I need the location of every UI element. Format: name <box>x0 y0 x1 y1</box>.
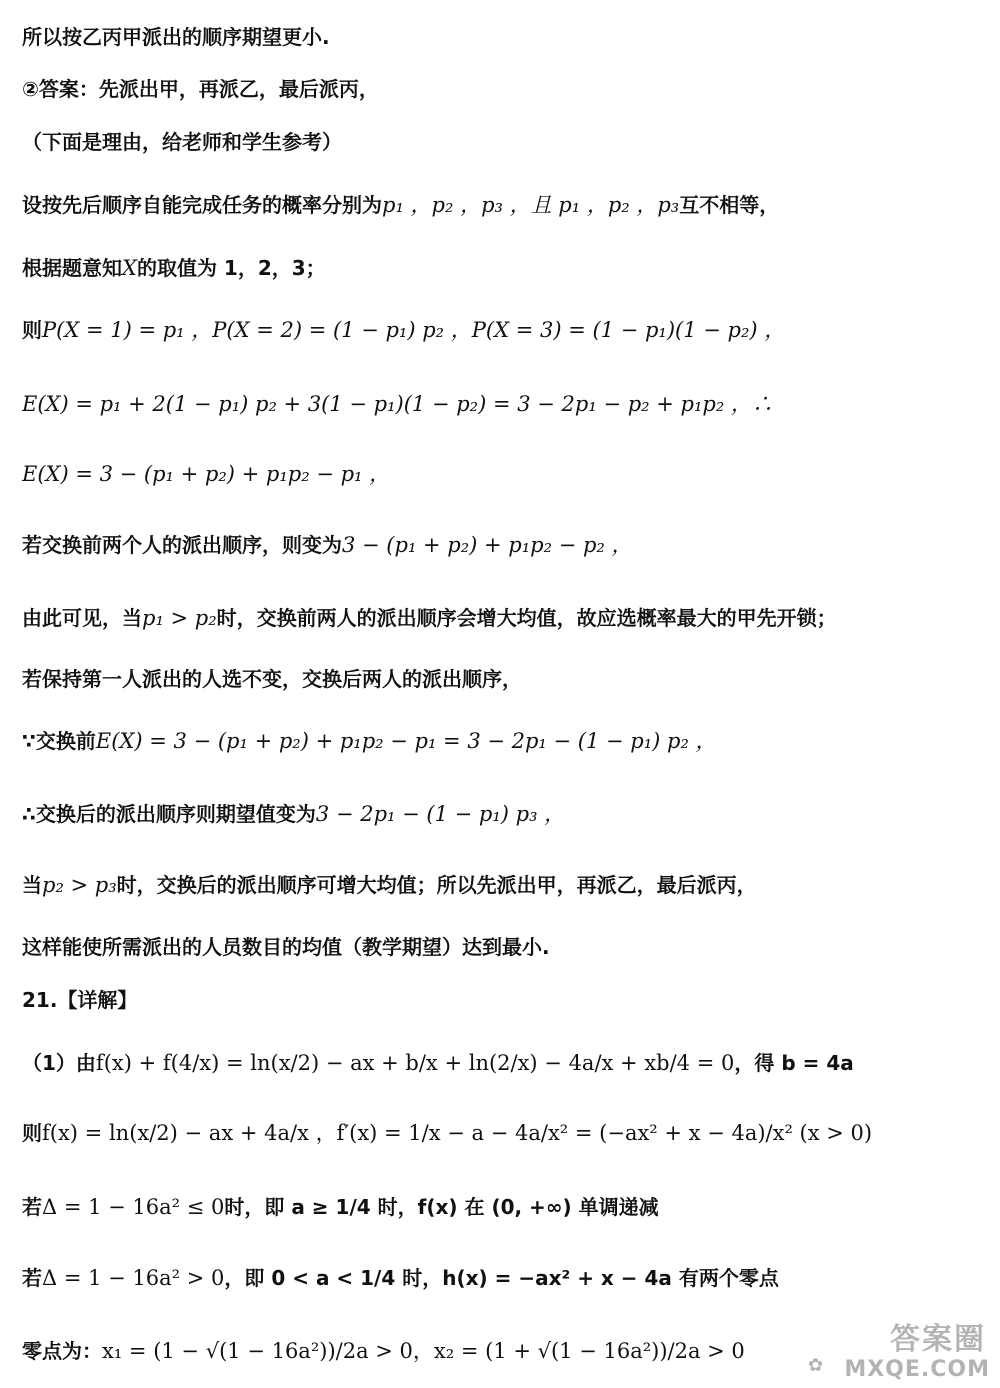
text-line-6: 则P(X = 1) = p₁ ，P(X = 2) = (1 − p₁) p₂ ，P(X = 3) = (1 − p₁)(1 − p₂) ， <box>22 318 786 342</box>
text-line-5: 根据题意知X的取值为 1，2，3； <box>22 256 326 280</box>
text-line-18: 则f(x) = ln(x/2) − ax + 4a/x ，f′(x) = 1/x − a − 4a/x² = (−ax² + x − 4a)/x² (x > 0) <box>22 1121 873 1145</box>
text-line-14: 当p₂ > p₃时，交换后的派出顺序可增大均值；所以先派出甲，再派乙，最后派丙， <box>22 873 757 897</box>
text-line-7: E(X) = p₁ + 2(1 − p₁) p₂ + 3(1 − p₁)(1 − p₂) = 3 − 2p₁ − p₂ + p₁p₂ ，∴ <box>22 392 773 416</box>
text-line-1: 所以按乙丙甲派出的顺序期望更小. <box>22 25 330 49</box>
text-line-9: 若交换前两个人的派出顺序，则变为3 − (p₁ + p₂) + p₁p₂ − p₂ ， <box>22 533 633 557</box>
text-line-11: 若保持第一人派出的人选不变，交换后两人的派出顺序， <box>22 667 522 691</box>
text-line-13: ∴交换后的派出顺序则期望值变为3 − 2p₁ − (1 − p₁) p₃ ， <box>22 802 566 826</box>
text-line-19: 若Δ = 1 − 16a² ≤ 0时，即 a ≥ 1/4 时，f(x) 在 (0, +∞) 单调递减 <box>22 1195 659 1219</box>
text-line-17: （1）由f(x) + f(4/x) = ln(x/2) − ax + b/x + ln(2/x) − 4a/x + xb/4 = 0，得 b = 4a <box>22 1051 854 1075</box>
text-line-12: ∵交换前E(X) = 3 − (p₁ + p₂) + p₁p₂ − p₁ = 3 − 2p₁ − (1 − p₁) p₂ ， <box>22 729 717 753</box>
watermark <box>804 1324 994 1384</box>
text-line-4: 设按先后顺序自能完成任务的概率分别为p₁ ，p₂ ，p₃ ，且 p₁ ，p₂ ，p₃互不相等， <box>22 193 780 217</box>
text-line-8: E(X) = 3 − (p₁ + p₂) + p₁p₂ − p₁ ， <box>22 462 391 486</box>
text-line-3: （下面是理由，给老师和学生参考） <box>22 130 342 154</box>
wechat-icon: ✿ <box>808 1355 824 1376</box>
section-heading-21: 21.【详解】 <box>22 988 138 1012</box>
text-line-21: 零点为：x₁ = (1 − √(1 − 16a²))/2a > 0，x₂ = (1 + √(1 − 16a²))/2a > 0 <box>22 1339 745 1363</box>
watermark-text: 答案圈 <box>890 1322 986 1357</box>
text-line-10: 由此可见，当p₁ > p₂时，交换前两人的派出顺序会增大均值，故应选概率最大的甲先开锁； <box>22 606 837 630</box>
text-line-15: 这样能使所需派出的人员数目的均值（教学期望）达到最小. <box>22 935 550 959</box>
text-line-2: ②答案：先派出甲，再派乙，最后派丙， <box>22 77 379 101</box>
text-line-20: 若Δ = 1 − 16a² > 0，即 0 < a < 1/4 时，h(x) = −ax² + x − 4a 有两个零点 <box>22 1266 779 1290</box>
watermark-url: MXQE.COM <box>844 1357 990 1382</box>
